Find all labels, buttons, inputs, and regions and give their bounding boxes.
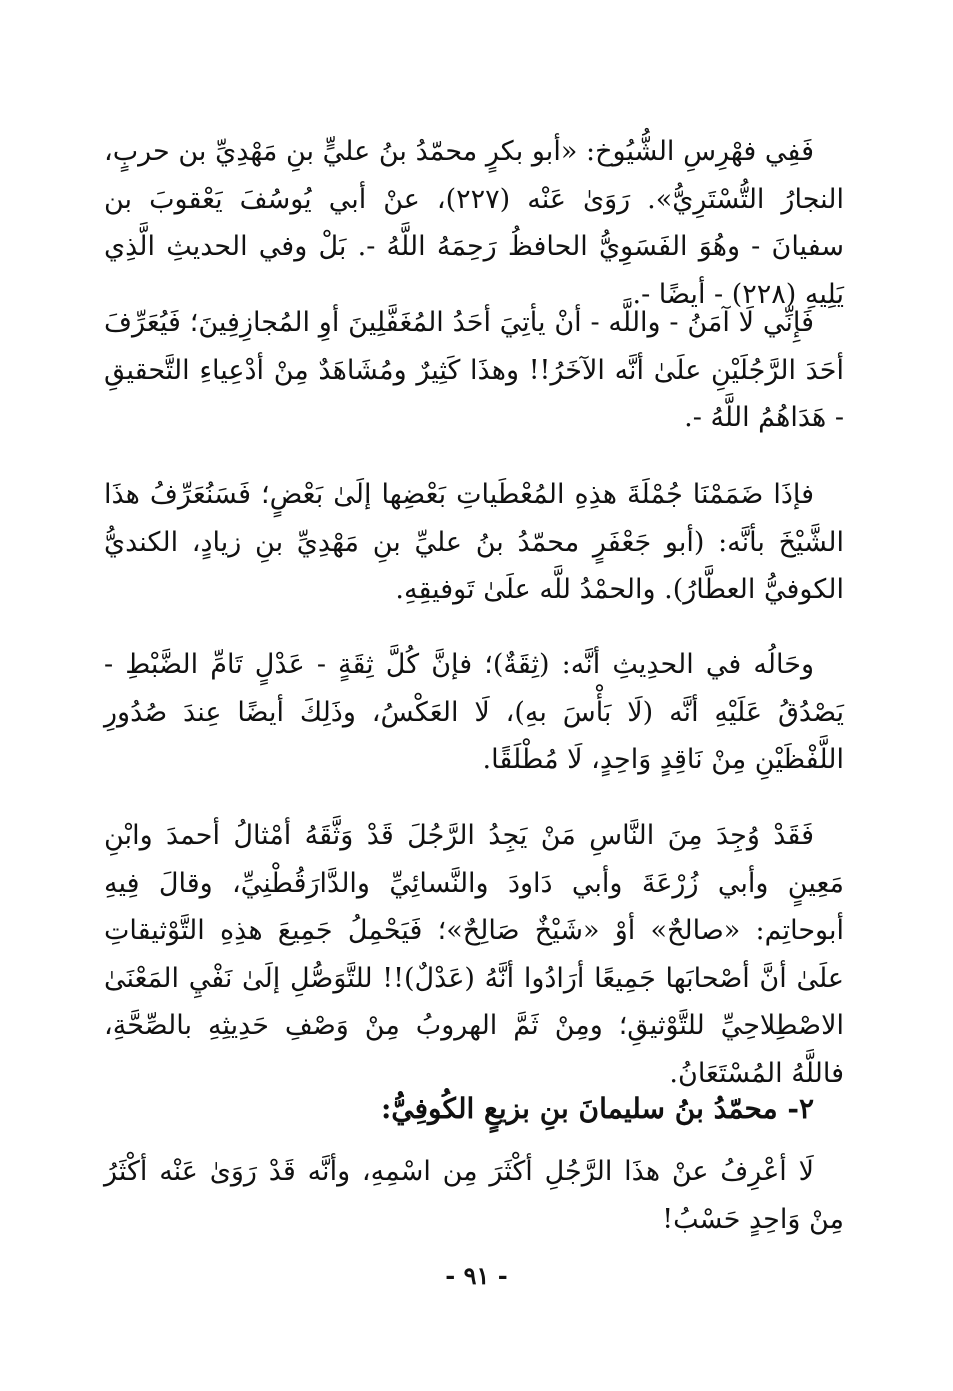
paragraph-critics xyxy=(104,812,844,1097)
paragraph-4-text: وحَالُه في الحدِيثِ أنَّه: (ثِقَةٌ)؛ فإنَّ كُلَّ ثِقَةٍ - عَدْلٍ تَامِّ الضَّبْطِ - يَصْدُقُ عَلَيْهِ أنَّه (لَا بَأْسَ بهِ)، لَا العَكْسُ، وذَلِكَ أيضًا عِندَ صُدُورِ اللَّفْظَيْنِ مِنْ نَاقِدٍ وَاحِدٍ، لَا مُطْلَقًا. xyxy=(104,649,844,775)
paragraph-shuyukh-index xyxy=(104,128,844,318)
paragraph-closing xyxy=(104,1148,844,1243)
paragraph-2-text: فَإِنِّي لَا آمَنُ - واللَّه - أنْ يأتِيَ أحَدُ المُغَفَّلِينَ أوِ المُجازِفِينَ؛ فَيُعَرِّفَ أحَدَ الرَّجُلَيْنِ علَىٰ أنَّه الآخَرُ!! وهذَا كَثِيرٌ ومُشَاهَدٌ مِنْ أدْعِياءِ التَّحقيقِ - هَدَاهُمُ اللَّهُ -. xyxy=(104,307,844,433)
closing-paragraph-text: لَا أعْرِفُ عنْ هذَا الرَّجُلِ أكْثَرَ مِن اسْمِهِ، وأنَّه قَدْ رَوَىٰ عَنْه أكْثَرُ مِنْ وَاحِدٍ حَسْبُ! xyxy=(104,1156,844,1235)
paragraph-warning xyxy=(104,299,844,442)
paragraph-3-text: فإذَا ضَمَمْنَا جُمْلَةَ هذِهِ المُعْطَياتِ بَعْضِها إلَىٰ بَعْضٍ؛ فَسَنُعَرِّفُ هذَا الشَّيْخَ بأنَّه: (أبو جَعْفَرٍ محمّدُ بنُ عليِّ بنِ مَهْدِيِّ بنِ زيادٍ، الكنديُّ الكوفيُّ العطَّارُ). والحمْدُ للَّه علَىٰ تَوفيقِهِ. xyxy=(104,479,844,605)
section-heading-block xyxy=(104,1085,844,1133)
paragraph-1-text: فَفِي فهْرِسِ الشُّيُوخ: «أبو بكرٍ محمّدُ بنُ عليٍّ بنِ مَهْدِيِّ بن حربٍ، النجارُ التُّسْتَرِيُّ». رَوَىٰ عَنْه (٢٢٧)، عنْ أبي يُوسُفَ يَعْقوبَ بن سفيانَ - وهُوَ الفَسَوِيُّ الحافظُ رَحِمَهُ اللَّهُ -. بَلْ وفي الحديثِ الَّذِي يَلِيهِ (٢٢٨) - أيضًا -. xyxy=(104,136,844,310)
paragraph-narrator-status xyxy=(104,641,844,784)
page-number: - ٩١ - xyxy=(445,1261,508,1290)
paragraph-5-text: فَقَدْ وُجِدَ مِنَ النَّاسِ مَنْ يَجِدُ الرَّجُلَ قَدْ وَثَّقَهُ أمْثالُ أحمدَ وابْنِ مَعِينٍ وأبي زُرْعَةَ وأبي دَاودَ والنَّسائِيِّ والدَّارَقُطْنِيِّ، وقالَ فِيهِ أبوحاتِم: «صالحٌ» أوْ «شَيْخٌ صَالِحٌ»؛ فَيَحْمِلُ جَمِيعَ هذِهِ التَّوْثيقاتِ علَىٰ أنَّ أصْحابَها جَمِيعًا أرَادُوا أنَّهُ (عَدْلٌ)!! للتَّوَصُّلِ إلَىٰ نَفْيِ المَعْنَىٰ الاصْطِلاحِيِّ للتَّوْثيقِ؛ ومِنْ ثَمَّ الهروبُ مِنْ وَصْفِ حَدِيثِهِ بالصِّحَّةِ، فاللَّهُ المُسْتَعَانُ. xyxy=(104,820,844,1089)
section-heading: ٢- محمّدُ بنُ سليمانَ بنِ بزيعٍ الكُوفِيُّ: xyxy=(380,1092,814,1125)
paragraph-identification xyxy=(104,471,844,614)
